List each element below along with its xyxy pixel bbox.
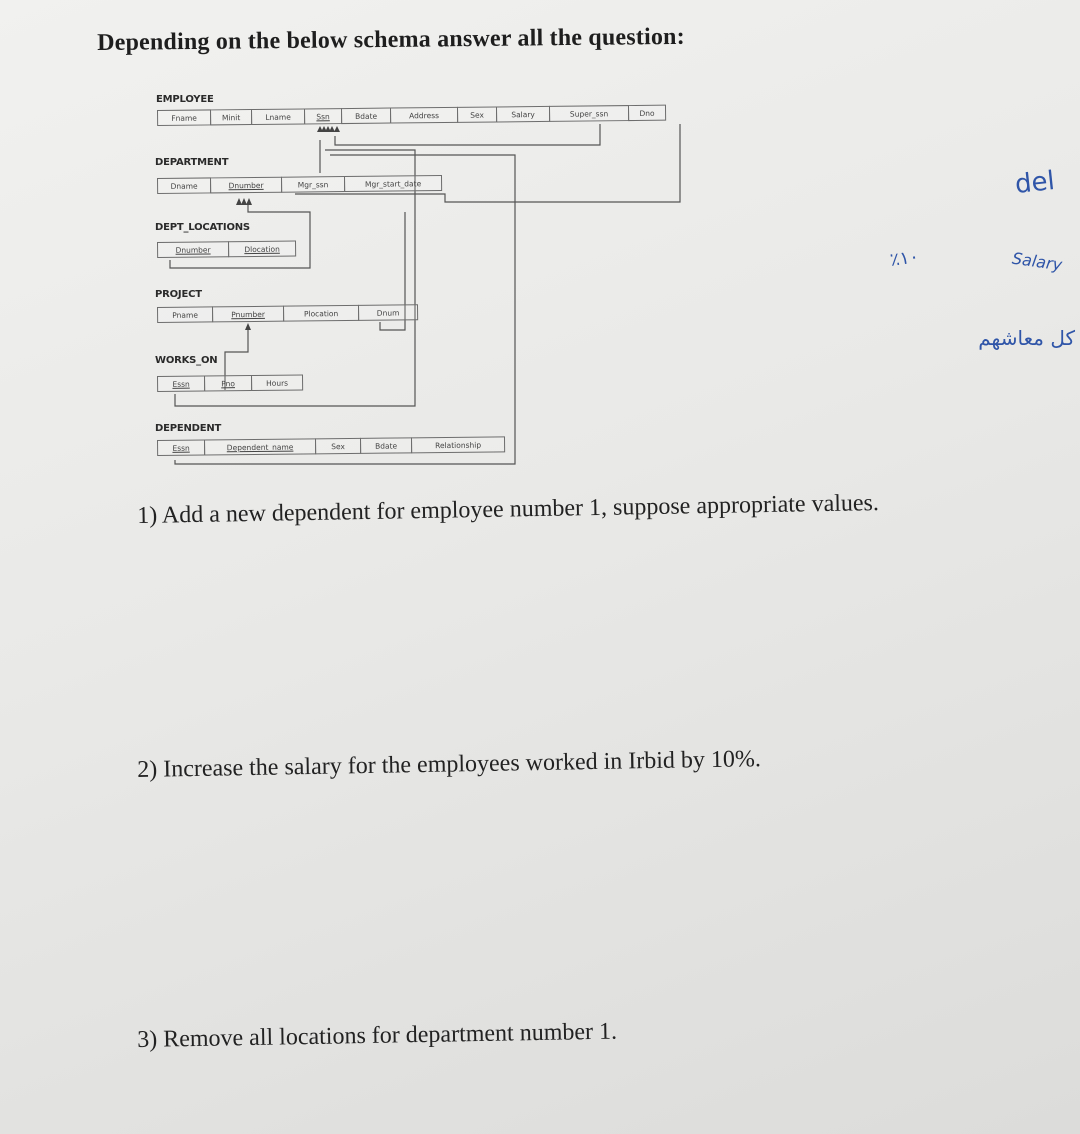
col-salary: Salary	[496, 106, 550, 123]
col-dlocation: Dlocation	[228, 241, 296, 258]
col-sex: Sex	[457, 106, 497, 122]
table-department	[157, 175, 441, 194]
table-name-employee: EMPLOYEE	[156, 94, 214, 105]
col-dnumber: Dnumber	[157, 241, 229, 258]
col-essn: Essn	[157, 439, 205, 456]
col-dno: Dno	[628, 105, 666, 121]
col-address: Address	[390, 107, 458, 124]
heading: Depending on the below schema answer all the question:	[97, 23, 685, 56]
handwritten-del: del	[1013, 166, 1057, 200]
table-name-department: DEPARTMENT	[155, 157, 229, 168]
col-dname: Dname	[157, 177, 211, 194]
col-sex: Sex	[315, 438, 361, 454]
col-mgr-start-date: Mgr_start_date	[344, 175, 442, 192]
table-works-on	[157, 374, 302, 392]
handwritten-percent: ٪١٠	[888, 246, 921, 271]
col-minit: Minit	[210, 109, 252, 125]
col-lname: Lname	[251, 108, 305, 125]
col-dependent-name: Dependent_name	[204, 438, 316, 455]
col-relationship: Relationship	[411, 436, 505, 453]
col-plocation: Plocation	[283, 305, 359, 322]
table-name-project: PROJECT	[155, 289, 202, 300]
col-super-ssn: Super_ssn	[549, 105, 629, 122]
question-3: 3) Remove all locations for department number 1.	[137, 1018, 618, 1053]
handwritten-arabic: كل معاشهم	[978, 326, 1075, 350]
col-dnumber: Dnumber	[210, 177, 282, 194]
col-pnumber: Pnumber	[212, 306, 284, 323]
question-1: 1) Add a new dependent for employee number 1, suppose appropriate values.	[137, 490, 880, 529]
table-project	[157, 304, 417, 323]
col-mgr-ssn: Mgr_ssn	[281, 176, 345, 193]
table-name-dependent: DEPENDENT	[155, 423, 222, 434]
col-ssn: Ssn	[304, 108, 342, 124]
col-essn: Essn	[157, 375, 205, 392]
handwritten-salary: Salary	[1010, 248, 1064, 275]
col-hours: Hours	[251, 374, 303, 391]
col-bdate: Bdate	[360, 437, 412, 454]
table-name-dept-locations: DEPT_LOCATIONS	[155, 222, 250, 233]
col-bdate: Bdate	[341, 108, 391, 125]
col-dnum: Dnum	[358, 304, 418, 321]
table-name-works-on: WORKS_ON	[155, 355, 218, 366]
col-fname: Fname	[157, 109, 211, 126]
arrowheads	[236, 126, 340, 330]
table-dept-locations	[157, 241, 295, 258]
col-pname: Pname	[157, 306, 213, 323]
col-pno: Pno	[204, 375, 252, 392]
question-2: 2) Increase the salary for the employees worked in Irbid by 10%.	[137, 746, 762, 783]
